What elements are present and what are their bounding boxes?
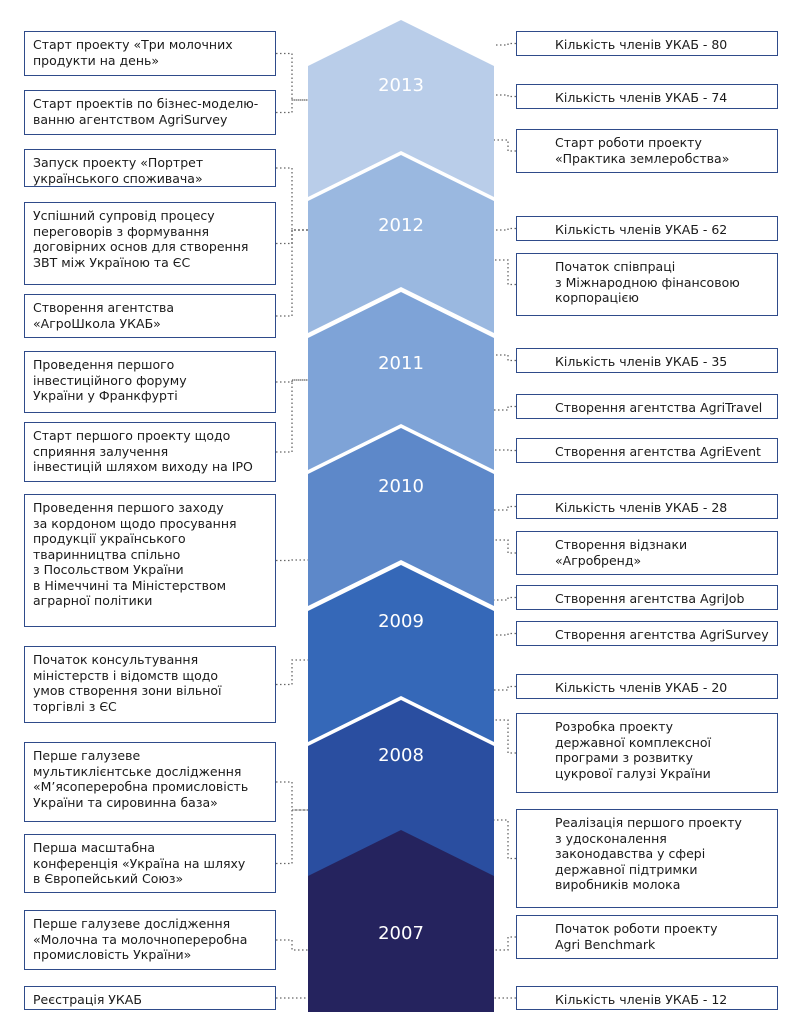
year-label: 2010 xyxy=(378,476,424,497)
connector-line xyxy=(494,95,516,97)
left-event-box: Проведення першого інвестиційного форуму України у Франкфурті xyxy=(24,351,276,413)
connector-line xyxy=(494,937,516,950)
left-event-box: Успішний супровід процесу переговорів з формування договірних основ для створення ЗВТ між Україною та ЄС xyxy=(24,202,276,285)
connector-line xyxy=(494,634,516,636)
year-label: 2008 xyxy=(378,745,424,766)
left-event-box: Проведення першого заходу за кордоном щодо просування продукції українського тваринництва спільно з Посольством України в Німеччині та Міністерством аграрної політики xyxy=(24,494,276,627)
right-event-box: Створення агентства AgriJob xyxy=(516,585,778,610)
connector-line xyxy=(276,168,308,230)
right-event-box: Початок роботи проекту Agri Benchmark xyxy=(516,915,778,959)
connector-line xyxy=(494,450,516,451)
right-event-box: Розробка проекту державної комплексної програми з розвитку цукрової галузі України xyxy=(516,713,778,793)
left-event-box: Реєстрація УКАБ xyxy=(24,986,276,1010)
connector-line xyxy=(494,687,516,691)
connector-line xyxy=(276,940,308,950)
connector-line xyxy=(276,230,308,244)
left-event-box: Створення агентства «АгроШкола УКАБ» xyxy=(24,294,276,338)
left-event-box: Запуск проекту «Портрет українського споживача» xyxy=(24,149,276,187)
right-event-box: Створення агентства AgriEvent xyxy=(516,438,778,463)
left-event-box: Перша масштабна конференція «Україна на шляху в Європейський Союз» xyxy=(24,834,276,893)
right-event-box: Створення агентства AgriTravel xyxy=(516,394,778,419)
year-label: 2007 xyxy=(378,923,424,944)
connector-line xyxy=(494,598,516,601)
connector-line xyxy=(276,810,308,864)
year-label: 2012 xyxy=(378,215,424,236)
connector-line xyxy=(276,560,308,561)
right-event-box: Кількість членів УКАБ - 80 xyxy=(516,31,778,56)
right-event-box: Кількість членів УКАБ - 12 xyxy=(516,986,778,1010)
left-event-box: Старт першого проекту щодо сприяння залучення інвестицій шляхом виходу на IPO xyxy=(24,422,276,482)
connector-line xyxy=(276,782,308,810)
connector-line xyxy=(494,140,516,151)
connector-line xyxy=(494,44,516,46)
connector-line xyxy=(494,407,516,411)
right-event-box: Створення відзнаки «Агробренд» xyxy=(516,531,778,575)
right-event-box: Реалізація першого проекту з удосконалення законодавства у сфері державної підтримки виробників молока xyxy=(516,809,778,908)
connector-line xyxy=(276,660,308,685)
connector-line xyxy=(494,355,516,361)
connector-line xyxy=(494,540,516,553)
left-event-box: Старт проекту «Три молочних продукти на день» xyxy=(24,31,276,76)
right-event-box: Створення агентства AgriSurvey xyxy=(516,621,778,646)
year-label: 2011 xyxy=(378,353,424,374)
connector-line xyxy=(494,229,516,231)
year-label: 2013 xyxy=(378,75,424,96)
right-event-box: Кількість членів УКАБ - 62 xyxy=(516,216,778,241)
year-label: 2009 xyxy=(378,611,424,632)
connector-line xyxy=(276,100,308,113)
left-event-box: Перше галузеве дослідження «Молочна та молочнопереробна промисловість України» xyxy=(24,910,276,970)
connector-line xyxy=(494,507,516,511)
right-event-box: Початок співпраці з Міжнародною фінансовою корпорацією xyxy=(516,253,778,316)
left-event-box: Початок консультування міністерств і відомств щодо умов створення зони вільної торгівлі з ЄС xyxy=(24,646,276,723)
connector-line xyxy=(494,720,516,753)
connector-line xyxy=(276,380,308,452)
connector-line xyxy=(494,260,516,285)
right-event-box: Кількість членів УКАБ - 35 xyxy=(516,348,778,373)
right-event-box: Кількість членів УКАБ - 74 xyxy=(516,84,778,109)
right-event-box: Кількість членів УКАБ - 28 xyxy=(516,494,778,519)
connector-line xyxy=(276,54,308,101)
left-event-box: Перше галузеве мультиклієнтське дослідження «М’ясопереробна промисловість України та сировинна база» xyxy=(24,742,276,822)
right-event-box: Старт роботи проекту «Практика землеробства» xyxy=(516,129,778,173)
left-event-box: Старт проектів по бізнес-моделю- ванню агентством AgriSurvey xyxy=(24,90,276,135)
connector-line xyxy=(494,820,516,859)
right-event-box: Кількість членів УКАБ - 20 xyxy=(516,674,778,699)
